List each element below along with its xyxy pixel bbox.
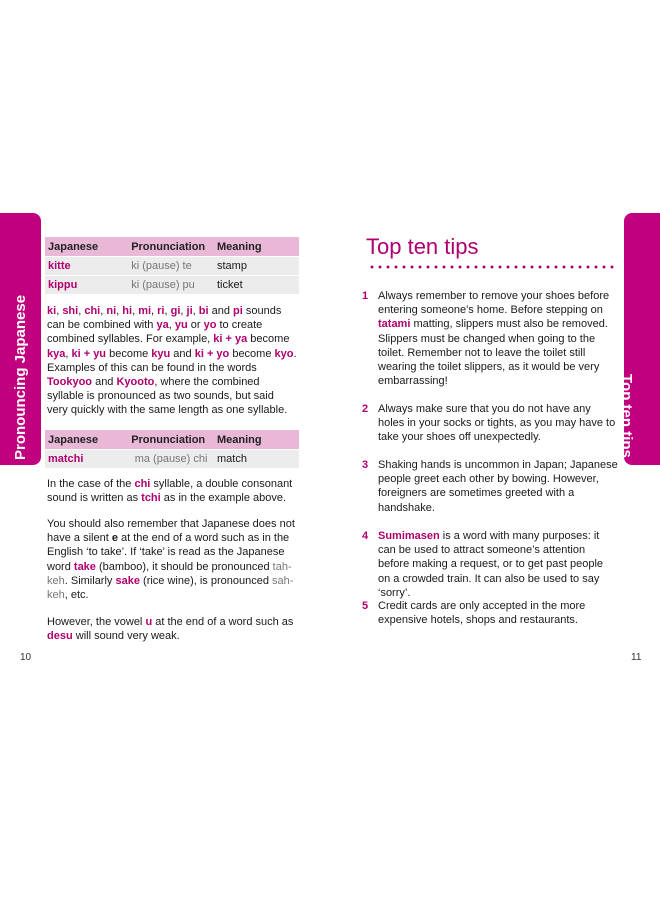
section-tab-label-right: Top ten tips: [618, 374, 635, 458]
tip-item: Always remember to remove your shoes before entering someone’s home. Before stepping on tatami matting, slippers must also be removed. Slippers must be changed when going to the toilet. Remember not to leave the toilet still wearing the toilet slippers, as it would be very embarrassing!: [378, 290, 610, 388]
tip-number: 5: [362, 600, 369, 612]
tip-item: Always make sure that you do not have any holes in your socks or tights, as you may have to take your shoes off unexpectedly.: [378, 403, 616, 444]
table-header: Japanese: [45, 430, 128, 449]
tip-number: 4: [362, 530, 369, 542]
japanese-word: matchi: [45, 450, 128, 468]
table-header-row: [45, 430, 299, 449]
pronunciation-table-2: [45, 429, 299, 469]
section-tab-label-left: Pronouncing Japanese: [12, 294, 29, 460]
tip-item: Sumimasen is a word with many purposes: it can be used to attract someone’s attention before making a request, or to get past people on a crowded train. It can also be used to say ‘sorry’.: [378, 530, 604, 599]
table-header: Pronunciation: [128, 237, 214, 256]
tip-item: Shaking hands is uncommon in Japan; Japanese people greet each other by bowing. However, foreigners are sometimes greeted with a handshake.: [378, 459, 618, 514]
meaning: match: [214, 450, 299, 468]
tip-number: 1: [362, 290, 369, 302]
paragraph-silent-e: You should also remember that Japanese does not have a silent e at the end of a word such as in the English ‘to take’. If ‘take’ is read as the Japanese word take (bamboo), it should be pronounced tah-keh. Similarly sake (rice wine), is pronounced sah-keh, etc.: [47, 518, 295, 602]
tip-number: 2: [362, 403, 369, 415]
paragraph-double-consonant: In the case of the chi syllable, a double consonant sound is written as tchi as in the example above.: [47, 478, 293, 505]
pronunciation: ki (pause) te: [128, 257, 214, 275]
page-number-left: 10: [20, 652, 32, 663]
paragraph-combined-syllables: ki, shi, chi, ni, hi, mi, ri, gi, ji, bi and pi sounds can be combined with ya, yu or yo to create combined syllables. For example, ki + ya become kya, ki + yu become kyu and ki + yo become kyo. Examples of this can be found in the words Tookyoo and Kyooto, where the combined syllable is pronounced as two sounds, but said very quickly with the same length as one syllable.: [47, 305, 297, 417]
table-row: [45, 257, 299, 275]
pronunciation: ki (pause) pu: [128, 276, 214, 294]
pronunciation: ma (pause) chi: [128, 450, 214, 468]
pronunciation-table-1: [45, 236, 299, 295]
japanese-word: kitte: [45, 257, 128, 275]
dotted-divider: [368, 264, 614, 270]
table-row: [45, 450, 299, 468]
japanese-word: kippu: [45, 276, 128, 294]
page-title: Top ten tips: [366, 234, 479, 259]
meaning: stamp: [214, 257, 299, 275]
table-row: [45, 276, 299, 294]
tip-number: 3: [362, 459, 369, 471]
table-header-row: [45, 237, 299, 256]
meaning: ticket: [214, 276, 299, 294]
paragraph-vowel-u: However, the vowel u at the end of a word such as desu will sound very weak.: [47, 616, 294, 643]
table-header: Meaning: [214, 430, 299, 449]
table-header: Meaning: [214, 237, 299, 256]
tip-item: Credit cards are only accepted in the more expensive hotels, shops and restaurants.: [378, 600, 586, 627]
table-header: Japanese: [45, 237, 128, 256]
page-number-right: 11: [631, 652, 642, 663]
table-header: Pronunciation: [128, 430, 214, 449]
